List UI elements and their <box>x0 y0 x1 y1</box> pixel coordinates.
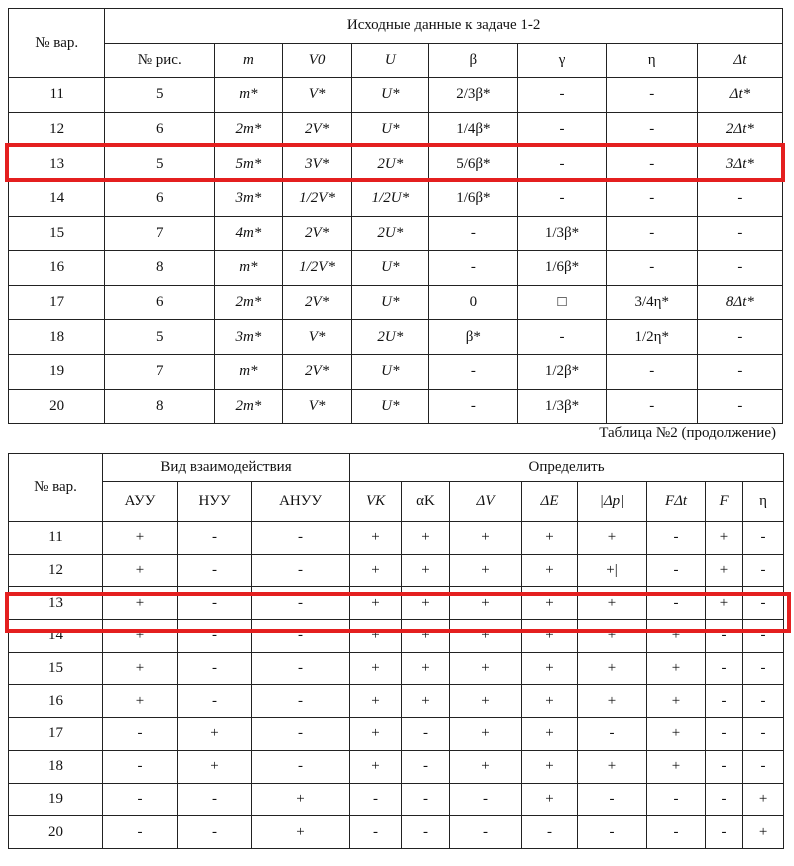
table-row <box>9 620 784 653</box>
column-header: АУУ <box>103 482 178 522</box>
data-cell: - <box>706 783 743 816</box>
var-number-cell: 19 <box>9 783 103 816</box>
determine-header: Определить <box>350 454 784 482</box>
var-number-cell: 15 <box>9 216 105 251</box>
var-number-cell: 13 <box>9 147 105 182</box>
data-cell: + <box>522 652 578 685</box>
data-cell: 3m* <box>215 320 283 355</box>
data-cell: - <box>402 718 450 751</box>
data-cell: - <box>647 522 706 555</box>
data-cell: + <box>450 522 522 555</box>
data-cell: 7 <box>105 354 215 389</box>
data-cell: - <box>578 783 647 816</box>
data-cell: 2U* <box>352 320 429 355</box>
data-cell: + <box>402 522 450 555</box>
data-cell: - <box>578 816 647 849</box>
data-cell: - <box>252 587 350 620</box>
data-cell: m* <box>215 354 283 389</box>
data-cell: + <box>743 816 784 849</box>
data-cell: - <box>252 750 350 783</box>
data-cell: + <box>578 685 647 718</box>
table-row <box>9 389 783 424</box>
data-cell: + <box>522 750 578 783</box>
data-cell: - <box>743 718 784 751</box>
interaction-type-header: Вид взаимодействия <box>103 454 350 482</box>
column-header: V0 <box>282 43 352 78</box>
data-cell: - <box>402 783 450 816</box>
table-row <box>9 112 783 147</box>
table-row <box>9 285 783 320</box>
var-number-cell: 12 <box>9 554 103 587</box>
data-cell: 1/2V* <box>282 181 352 216</box>
data-cell: - <box>103 750 178 783</box>
data-cell: - <box>450 783 522 816</box>
data-cell: - <box>697 354 782 389</box>
data-cell: + <box>178 750 252 783</box>
column-header: НУУ <box>178 482 252 522</box>
data-cell: 8Δt* <box>697 285 782 320</box>
data-cell: - <box>706 652 743 685</box>
data-cell: + <box>103 587 178 620</box>
data-cell: 2U* <box>352 216 429 251</box>
data-cell: 4m* <box>215 216 283 251</box>
var-number-cell: 16 <box>9 685 103 718</box>
data-cell: 2V* <box>282 216 352 251</box>
data-cell: + <box>350 620 402 653</box>
data-cell: 2m* <box>215 389 283 424</box>
data-cell: - <box>647 783 706 816</box>
var-number-cell: 11 <box>9 78 105 113</box>
data-cell: 2/3β* <box>429 78 518 113</box>
data-cell: - <box>103 718 178 751</box>
data-cell: - <box>647 554 706 587</box>
var-number-cell: 17 <box>9 718 103 751</box>
var-number-cell: 18 <box>9 320 105 355</box>
var-number-cell: 14 <box>9 620 103 653</box>
data-cell: - <box>697 251 782 286</box>
data-cell: 2m* <box>215 112 283 147</box>
data-cell: Δt* <box>697 78 782 113</box>
data-cell: - <box>429 389 518 424</box>
table-row <box>9 78 783 113</box>
data-cell: U* <box>352 354 429 389</box>
data-cell: U* <box>352 112 429 147</box>
data-cell: β* <box>429 320 518 355</box>
data-cell: - <box>518 181 606 216</box>
data-cell: - <box>518 320 606 355</box>
data-cell: 2V* <box>282 354 352 389</box>
data-cell: 5 <box>105 320 215 355</box>
data-cell: - <box>606 78 697 113</box>
data-cell: 2V* <box>282 285 352 320</box>
data-cell: - <box>178 620 252 653</box>
data-cell: - <box>252 718 350 751</box>
data-cell: 8 <box>105 389 215 424</box>
data-cell: - <box>706 816 743 849</box>
data-cell: - <box>647 816 706 849</box>
data-cell: - <box>606 216 697 251</box>
data-cell: 1/2V* <box>282 251 352 286</box>
data-cell: + <box>522 554 578 587</box>
data-cell: + <box>578 522 647 555</box>
table-row <box>9 354 783 389</box>
data-cell: + <box>522 783 578 816</box>
table1-title: Исходные данные к задаче 1-2 <box>105 9 783 44</box>
var-number-cell: 16 <box>9 251 105 286</box>
data-cell: + <box>578 652 647 685</box>
column-header: VK <box>350 482 402 522</box>
data-cell: - <box>518 112 606 147</box>
data-cell: + <box>743 783 784 816</box>
data-cell: + <box>522 718 578 751</box>
data-cell: V* <box>282 320 352 355</box>
data-cell: - <box>606 147 697 182</box>
data-cell: - <box>252 620 350 653</box>
data-cell: - <box>178 685 252 718</box>
column-header: |Δp| <box>578 482 647 522</box>
data-cell: + <box>402 554 450 587</box>
data-cell: - <box>429 216 518 251</box>
data-cell: - <box>606 181 697 216</box>
data-cell: 1/2η* <box>606 320 697 355</box>
data-cell: + <box>647 685 706 718</box>
data-cell: - <box>522 816 578 849</box>
data-cell: U* <box>352 78 429 113</box>
var-number-cell: 17 <box>9 285 105 320</box>
data-cell: - <box>743 554 784 587</box>
data-cell: 2Δt* <box>697 112 782 147</box>
data-cell: - <box>252 652 350 685</box>
data-cell: 6 <box>105 112 215 147</box>
data-cell: - <box>743 522 784 555</box>
data-cell: + <box>450 554 522 587</box>
data-cell: - <box>706 718 743 751</box>
data-cell: - <box>252 522 350 555</box>
data-cell: + <box>578 587 647 620</box>
table-row <box>9 320 783 355</box>
data-cell: + <box>578 750 647 783</box>
data-cell: 7 <box>105 216 215 251</box>
table-row <box>9 554 784 587</box>
data-cell: +| <box>578 554 647 587</box>
interaction-table <box>8 453 784 849</box>
data-cell: 2m* <box>215 285 283 320</box>
data-cell: U* <box>352 389 429 424</box>
data-cell: 1/6β* <box>429 181 518 216</box>
data-cell: m* <box>215 78 283 113</box>
data-cell: - <box>743 587 784 620</box>
var-number-header: № вар. <box>9 454 103 522</box>
data-cell: - <box>697 320 782 355</box>
data-cell: V* <box>282 389 352 424</box>
data-cell: + <box>350 522 402 555</box>
column-header: ΔE <box>522 482 578 522</box>
var-number-cell: 11 <box>9 522 103 555</box>
data-cell: m* <box>215 251 283 286</box>
var-number-cell: 18 <box>9 750 103 783</box>
data-cell: + <box>647 620 706 653</box>
table-row <box>9 181 783 216</box>
data-cell: - <box>578 718 647 751</box>
data-cell: + <box>252 783 350 816</box>
data-cell: + <box>647 718 706 751</box>
table-row <box>9 147 783 182</box>
data-cell: 5 <box>105 78 215 113</box>
data-cell: - <box>697 389 782 424</box>
data-cell: + <box>706 587 743 620</box>
data-cell: + <box>450 750 522 783</box>
data-cell: + <box>647 652 706 685</box>
data-cell: - <box>252 685 350 718</box>
table-row <box>9 816 784 849</box>
data-cell: - <box>450 816 522 849</box>
column-header: αK <box>402 482 450 522</box>
data-cell: 5m* <box>215 147 283 182</box>
column-header: γ <box>518 43 606 78</box>
data-cell: + <box>706 554 743 587</box>
data-cell: + <box>350 718 402 751</box>
data-cell: - <box>706 685 743 718</box>
column-header: m <box>215 43 283 78</box>
table2-caption: Таблица №2 (продолжение) <box>599 425 776 441</box>
data-cell: + <box>578 620 647 653</box>
data-cell: + <box>350 652 402 685</box>
data-cell: U* <box>352 285 429 320</box>
data-cell: + <box>350 587 402 620</box>
data-cell: + <box>350 554 402 587</box>
column-header: № рис. <box>105 43 215 78</box>
data-cell: - <box>518 78 606 113</box>
data-cell: + <box>647 750 706 783</box>
data-cell: - <box>647 587 706 620</box>
var-number-cell: 19 <box>9 354 105 389</box>
data-cell: 1/3β* <box>518 389 606 424</box>
data-cell: + <box>706 522 743 555</box>
column-header: FΔt <box>647 482 706 522</box>
column-header: Δt <box>697 43 782 78</box>
data-cell: - <box>743 620 784 653</box>
data-cell: + <box>522 685 578 718</box>
data-cell: - <box>178 554 252 587</box>
data-cell: 3m* <box>215 181 283 216</box>
data-cell: + <box>103 685 178 718</box>
data-cell: + <box>450 587 522 620</box>
data-cell: - <box>350 816 402 849</box>
data-cell: + <box>402 620 450 653</box>
data-cell: - <box>606 251 697 286</box>
data-cell: - <box>178 587 252 620</box>
data-cell: - <box>606 389 697 424</box>
data-cell: □ <box>518 285 606 320</box>
data-cell: - <box>402 816 450 849</box>
column-header: η <box>606 43 697 78</box>
data-cell: + <box>402 587 450 620</box>
column-header: ΔV <box>450 482 522 522</box>
column-header: F <box>706 482 743 522</box>
data-cell: 5/6β* <box>429 147 518 182</box>
data-cell: - <box>743 685 784 718</box>
data-cell: + <box>252 816 350 849</box>
data-cell: 1/2U* <box>352 181 429 216</box>
data-cell: - <box>178 816 252 849</box>
var-number-cell: 20 <box>9 816 103 849</box>
var-number-cell: 20 <box>9 389 105 424</box>
column-header: β <box>429 43 518 78</box>
data-cell: - <box>402 750 450 783</box>
table-row <box>9 718 784 751</box>
data-cell: 1/4β* <box>429 112 518 147</box>
data-cell: - <box>706 750 743 783</box>
data-cell: - <box>743 750 784 783</box>
data-cell: + <box>522 620 578 653</box>
data-cell: 1/3β* <box>518 216 606 251</box>
data-cell: + <box>103 620 178 653</box>
data-cell: + <box>103 652 178 685</box>
table-row <box>9 685 784 718</box>
data-cell: 8 <box>105 251 215 286</box>
data-cell: 1/6β* <box>518 251 606 286</box>
data-cell: - <box>697 181 782 216</box>
data-cell: - <box>429 251 518 286</box>
initial-data-table <box>8 8 783 424</box>
data-cell: 3/4η* <box>606 285 697 320</box>
table-row <box>9 522 784 555</box>
data-cell: - <box>518 147 606 182</box>
data-cell: 0 <box>429 285 518 320</box>
data-cell: 3Δt* <box>697 147 782 182</box>
data-cell: + <box>522 587 578 620</box>
var-number-header: № вар. <box>9 9 105 78</box>
table-row <box>9 587 784 620</box>
data-cell: - <box>103 783 178 816</box>
column-header: U <box>352 43 429 78</box>
table-row <box>9 216 783 251</box>
data-cell: + <box>450 620 522 653</box>
data-cell: V* <box>282 78 352 113</box>
data-cell: + <box>402 652 450 685</box>
data-cell: - <box>178 652 252 685</box>
data-cell: U* <box>352 251 429 286</box>
data-cell: 2U* <box>352 147 429 182</box>
data-cell: - <box>606 354 697 389</box>
table-row <box>9 783 784 816</box>
data-cell: - <box>706 620 743 653</box>
data-cell: 3V* <box>282 147 352 182</box>
data-cell: + <box>350 685 402 718</box>
data-cell: + <box>103 522 178 555</box>
column-header: η <box>743 482 784 522</box>
data-cell: - <box>252 554 350 587</box>
data-cell: + <box>178 718 252 751</box>
data-cell: - <box>606 112 697 147</box>
column-header: АНУУ <box>252 482 350 522</box>
data-cell: 1/2β* <box>518 354 606 389</box>
data-cell: + <box>103 554 178 587</box>
data-cell: + <box>522 522 578 555</box>
data-cell: - <box>350 783 402 816</box>
data-cell: - <box>178 783 252 816</box>
var-number-cell: 12 <box>9 112 105 147</box>
var-number-cell: 15 <box>9 652 103 685</box>
data-cell: 6 <box>105 181 215 216</box>
table-row <box>9 251 783 286</box>
data-cell: + <box>450 685 522 718</box>
data-cell: - <box>429 354 518 389</box>
var-number-cell: 13 <box>9 587 103 620</box>
data-cell: - <box>103 816 178 849</box>
data-cell: - <box>697 216 782 251</box>
data-cell: + <box>450 718 522 751</box>
data-cell: 6 <box>105 285 215 320</box>
data-cell: + <box>450 652 522 685</box>
data-cell: - <box>743 652 784 685</box>
data-cell: - <box>178 522 252 555</box>
data-cell: 2V* <box>282 112 352 147</box>
table-row <box>9 652 784 685</box>
var-number-cell: 14 <box>9 181 105 216</box>
data-cell: + <box>402 685 450 718</box>
data-cell: + <box>350 750 402 783</box>
data-cell: 5 <box>105 147 215 182</box>
table-row <box>9 750 784 783</box>
